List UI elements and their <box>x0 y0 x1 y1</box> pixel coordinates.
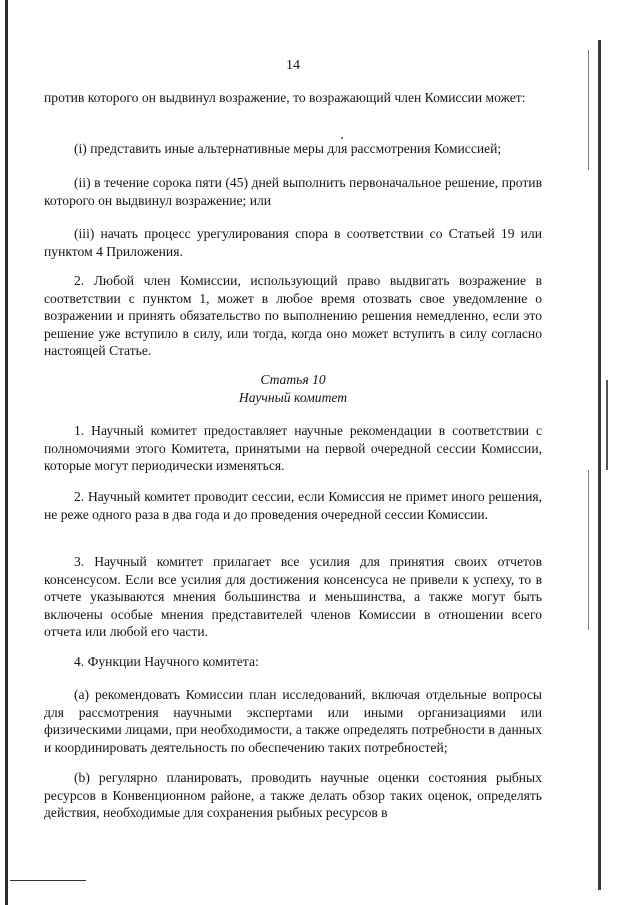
article-paragraph-3: 3. Научный комитет прилагает все усилия для принятия своих отчетов консенсусом. Если все усилия для достижения консенсуса не привели к успеху, то в отчете указываются мнения большинства и меньшинства, а также могут быть включены особые мнения представителей членов Комиссии в отношении всего отчета или любой его части. <box>44 554 542 639</box>
article-title: Научный комитет <box>238 390 348 405</box>
scan-edge-mark <box>606 380 608 470</box>
paragraph-2: 2. Любой член Комиссии, использующий право выдвигать возражение в соответствии с пунктом 1, может в любое время отозвать свое уведомление о возражении и принять обязательство по выполнению решения немедленно, если это решение уже вступило в силу, или тогда, когда оно может вступить в силу согласно настоящей Статье. <box>44 273 542 358</box>
list-item-i: (i) представить иные альтернативные меры для рассмотрения Комиссией; <box>74 141 502 156</box>
page-number: 14 <box>286 58 300 73</box>
function-item-b: (b) регулярно планировать, проводить научные оценки состояния рыбных ресурсов в Конвенционном районе, а также делать обзор таких оценок, определять действия, необходимые для сохранения рыбных ресурсов в <box>44 770 542 820</box>
paragraph-continuation: против которого он выдвинул возражение, то возражающий член Комиссии может: <box>44 90 526 105</box>
article-number: Статья 10 <box>260 372 326 387</box>
scan-edge-left <box>5 0 8 905</box>
scan-edge-mark <box>588 50 589 170</box>
scan-edge-mark <box>588 470 589 630</box>
function-item-a: (a) рекомендовать Комиссии план исследований, включая отдельные вопросы для рассмотрения научными экспертами или иными организациями или физическими лицами, при необходимости, а также определять потребности в данных и координировать деятельность по обеспечению таких потребностей; <box>44 687 542 755</box>
article-paragraph-1: 1. Научный комитет предоставляет научные рекомендации в соответствии с полномочиями этого Комитета, принятыми на первой очередной сессии Комиссии, которые могут периодически изменяться. <box>44 423 542 473</box>
list-item-iii: (iii) начать процесс урегулирования спора в соответствии со Статьей 19 или пунктом 4 Приложения. <box>44 226 542 259</box>
list-item-ii: (ii) в течение сорока пяти (45) дней выполнить первоначальное решение, против которого он выдвинул возражение; или <box>44 175 542 208</box>
article-paragraph-4: 4. Функции Научного комитета: <box>74 654 259 669</box>
article-paragraph-2: 2. Научный комитет проводит сессии, если Комиссия не примет иного решения, не реже одного раза в два года и до проведения очередной сессии Комиссии. <box>44 489 542 522</box>
scan-speck <box>341 137 343 139</box>
scan-edge-bottom <box>10 880 86 881</box>
scan-edge-right <box>598 40 601 890</box>
